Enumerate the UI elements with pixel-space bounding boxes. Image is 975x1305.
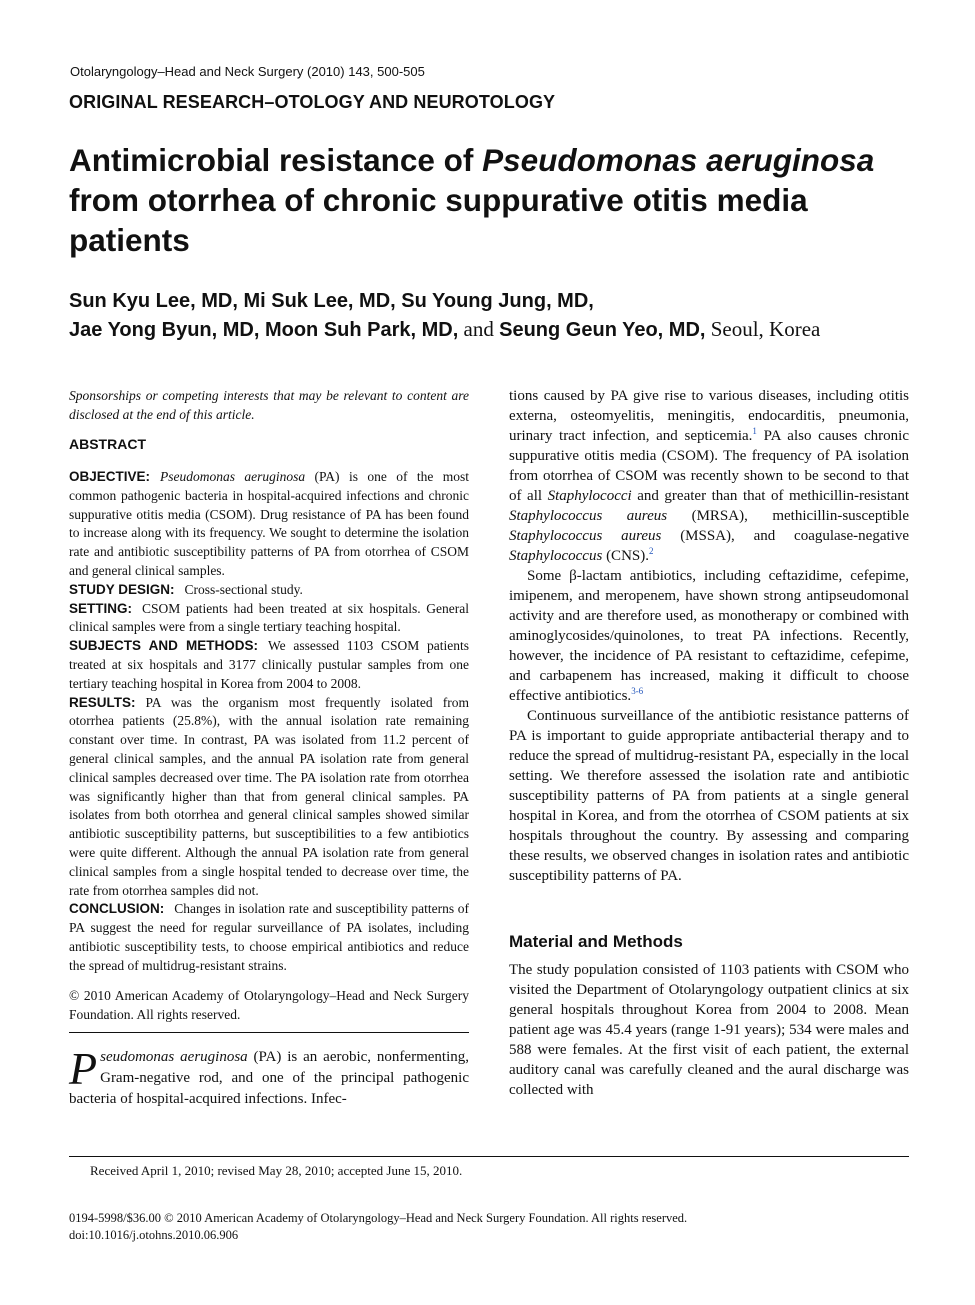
authors-last: Seung Geun Yeo, MD,: [499, 319, 706, 341]
title-part-1: Antimicrobial resistance of: [69, 142, 483, 178]
subjects-text: We assessed 1103 CSOM patients treated at six hospitals and 3177 clinically pustular samples from one tertiary teaching hospital in Korea from 2004 to 2008.: [69, 638, 469, 691]
objective-italic: Pseudomonas aeruginosa: [160, 469, 306, 484]
p1-italic-4: Staphylococcus: [509, 548, 603, 564]
conclusion-label: CONCLUSION:: [69, 901, 165, 917]
p1-text-d: (MRSA), methicillin-susceptible: [667, 508, 909, 524]
design-text: Cross-sectional study.: [184, 581, 303, 597]
p1-text-b: PA also causes chronic suppurative otitis media (CSOM). The frequency of PA isolation from otorrhea of CSOM was recently shown to be second to that of all: [509, 428, 909, 504]
body-paragraph-2: [509, 566, 909, 706]
reference-link[interactable]: 2: [648, 546, 654, 556]
abstract-conclusion: [69, 900, 469, 975]
p1-text-c: and greater than that of methicillin-resistant: [631, 488, 909, 504]
right-column: [509, 386, 909, 1100]
article-title: [69, 140, 909, 260]
body-paragraph-4: The study population consisted of 1103 patients with CSOM who visited the Department of Otolaryngology outpatient clinics at six general hospitals throughout Korea from 2004 to 2008. Mean patient age was 45.4 years (range 1-91 years); 534 were males and 588 were females. At the first visit of each patient, the external auditory canal was carefully cleaned and the aural discharge was collected with: [509, 962, 909, 1098]
body-paragraph-3: Continuous surveillance of the antibiotic resistance patterns of PA is important to guide appropriate antibacterial therapy and to reduce the spread of multidrug-resistant PA, especially in the local setting. We therefore assessed the isolation rate and antibiotic susceptibility patterns of PA from patients at a single general hospital in Korea, and from the otorrhea of CSOM patients at six hospitals throughout the country. By assessing and comparing these results, we observed changes in isolation rates and antibiotic susceptibility patterns of PA.: [509, 708, 909, 884]
conclusion-text: Changes in isolation rate and susceptibility patterns of PA suggest the need for regular surveillance of PA isolates, including antibiotic susceptibility tests, to choose empirical antibiotics and reduce the spread of multidrug-resistant strains.: [69, 901, 469, 973]
abstract-objective: [69, 468, 469, 581]
title-part-2: from otorrhea of chronic suppurative otitis media patients: [69, 182, 808, 258]
setting-label: SETTING:: [69, 600, 132, 616]
journal-citation: Otolaryngology–Head and Neck Surgery (2010) 143, 500-505: [70, 64, 425, 79]
authors-and: and: [458, 317, 500, 341]
p2-text: Some β-lactam antibiotics, including ceftazidime, cefepime, imipenem, and meropenem, have shown strong antipseudomonal activity and are therefore used, as monotherapy or combined with aminoglycosides/quinolones, to treat PA infections. Recently, however, the incidence of PA resistant to ceftazidime, cefepime, and carbapenem has increased, making it difficult to choose effective antibiotics.: [509, 568, 909, 704]
intro-paragraph: [69, 1042, 469, 1110]
body-paragraph-1: [509, 386, 909, 566]
footer-divider: [69, 1156, 909, 1157]
drop-cap: P: [69, 1042, 98, 1094]
objective-text: (PA) is one of the most common pathogenic bacteria in hospital-acquired infections and chronic suppurative otitis media (CSOM). Drug resistance of PA has been found to increase along with its frequency. We sought to determine the isolation rate and antibiotic susceptibility patterns of PA from otorrhea of CSOM and general clinical samples.: [69, 469, 469, 578]
results-label: RESULTS:: [69, 694, 136, 710]
subjects-label: SUBJECTS AND METHODS:: [69, 638, 258, 654]
abstract-copyright: © 2010 American Academy of Otolaryngology–Head and Neck Surgery Foundation. All rights reserved.: [69, 986, 469, 1033]
issn-copyright: 0194-5998/$36.00 © 2010 American Academy of Otolaryngology–Head and Neck Surgery Foundation. All rights reserved.: [69, 1211, 688, 1225]
title-italic: Pseudomonas aeruginosa: [482, 142, 875, 178]
objective-label: OBJECTIVE:: [69, 469, 151, 484]
section-label: ORIGINAL RESEARCH–OTOLOGY AND NEUROTOLOGY: [69, 92, 556, 112]
authors-line-2: Jae Yong Byun, MD, Moon Suh Park, MD,: [69, 319, 459, 341]
abstract-results: [69, 694, 469, 901]
results-text: PA was the organism most frequently isolated from otorrhea patients (25.8%), with the annual isolation rate remaining constant over time. In contrast, PA was isolated from 11.2 percent of general clinical samples, and the annual PA isolation rate from general clinical samples decreased over time. The PA isolation rate from otorrhea was significantly higher than that from general clinical samples. PA isolates from both otorrhea and general clinical samples showed similar antibiotic susceptibility patterns, but susceptibilities to a few antibiotics were quite different. Although the annual PA isolation rate from general clinical samples from a single hospital tended to decrease over time, the rate from otorrhea samples did not.: [69, 694, 469, 898]
setting-text: CSOM patients had been treated at six hospitals. General clinical samples were from a single tertiary teaching hospital.: [69, 600, 469, 635]
author-list: [69, 286, 929, 344]
abstract-design: [69, 581, 469, 600]
received-dates: Received April 1, 2010; revised May 28, 2010; accepted June 15, 2010.: [90, 1163, 463, 1178]
p1-italic-1: Staphylococci: [547, 488, 632, 504]
sponsorship-note: Sponsorships or competing interests that may be relevant to content are disclosed at the end of this article.: [69, 388, 469, 422]
design-label: STUDY DESIGN:: [69, 581, 175, 597]
p1-text-a: tions caused by PA give rise to various diseases, including otitis externa, osteomyelitis, meningitis, endocarditis, pneumonia, urinary tract infection, and septicemia.: [509, 388, 909, 444]
intro-italic: seudomonas aeruginosa: [100, 1048, 248, 1065]
p1-text-e: (MSSA), and coagulase-negative: [661, 528, 909, 544]
authors-line-1: Sun Kyu Lee, MD, Mi Suk Lee, MD, Su Young Jung, MD,: [69, 290, 594, 312]
doi-link[interactable]: doi:10.1016/j.otohns.2010.06.906: [69, 1228, 239, 1242]
abstract-heading: ABSTRACT: [69, 436, 146, 452]
abstract-setting: [69, 600, 469, 638]
reference-link[interactable]: 1: [752, 426, 757, 436]
abstract-subjects: [69, 637, 469, 693]
left-column: [69, 386, 469, 1110]
p1-italic-2: Staphylococcus aureus: [509, 508, 668, 524]
p1-italic-3: Staphylococcus aureus: [509, 528, 662, 544]
intro-text: (PA) is an aerobic, nonfermenting, Gram-negative rod, and one of the principal pathogenic bacteria of hospital-acquired infections. Infec-: [69, 1048, 469, 1107]
author-location: Seoul, Korea: [705, 317, 821, 341]
p1-text-f: (CNS).: [602, 548, 649, 564]
methods-heading: Material and Methods: [509, 932, 683, 951]
reference-link[interactable]: 3-6: [631, 686, 644, 696]
